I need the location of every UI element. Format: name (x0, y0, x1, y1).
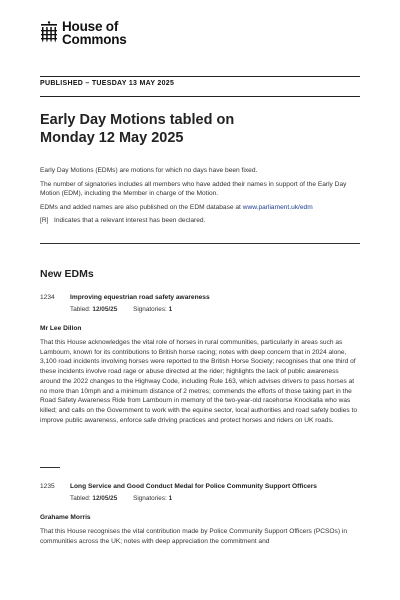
signatories-count: 1 (168, 306, 173, 313)
interest-note (40, 216, 360, 226)
tabled-date: 12/05/25 (92, 306, 118, 313)
edm-entry (40, 293, 360, 425)
page-title-line-2: Monday 12 May 2025 (40, 130, 184, 146)
logo-line-2: Commons (62, 32, 127, 47)
signatories-count: 1 (168, 495, 173, 502)
published-date: PUBLISHED – TUESDAY 13 MAY 2025 (40, 80, 175, 87)
signatories-label: Signatories: (133, 306, 167, 313)
intro-block (40, 166, 360, 230)
edm-title: Long Service and Good Conduct Medal for Police Community Support Officers (70, 483, 317, 490)
intro-paragraph-1: Early Day Motions (EDMs) are motions for which no days have been fixed. (40, 167, 258, 174)
edm-entry (40, 482, 360, 546)
intro-paragraph-3-text: EDMs and added names are also published on the EDM database at (40, 203, 243, 211)
tabled-label: Tabled: (70, 495, 91, 502)
logo-line-1: House of (62, 19, 119, 34)
tabled-label: Tabled: (70, 306, 91, 313)
edm-database-link[interactable]: www.parliament.uk/edm (242, 203, 313, 211)
edm-text: That this House recognises the vital contribution made by Police Community Support Officers (PCSOs) in communities across the UK; notes with deep appreciation the commitment and (40, 528, 347, 545)
edm-mover: Grahame Morris (40, 514, 91, 521)
edm-header (40, 293, 360, 302)
tabled-date: 12/05/25 (92, 495, 118, 502)
portcullis-icon (40, 21, 58, 43)
interest-text: Indicates that a relevant interest has been declared. (54, 217, 206, 225)
edm-meta (70, 495, 360, 502)
signatories-label: Signatories: (133, 495, 167, 502)
edm-meta (70, 306, 360, 313)
edm-separator (40, 467, 60, 468)
section-title: New EDMs (40, 268, 94, 280)
header-rule (40, 76, 360, 77)
edm-number: 1234 (40, 294, 55, 301)
edm-text: That this House acknowledges the vital role of horses in rural communities, particularly in areas such as Lambourn, known for its contributions to British horse racing; notes with deep concern that in 2024 alone, 3,100 road incidents involving horses were reported to the British Horse Society; recognises that one third of these incidents involve road rage or abuse directed at the rider; highlights the lack of public awareness around the 2022 changes to the Highway Code, including Rule 163, which advises drivers to pass horses at no more than 10mph and a minimum distance of 2 metres; commends the efforts of those taking part in the Road Safety Awareness Ride from Lambourn in memory of the two-year-old racehorse Knockalla who was killed; and calls on the Government to work with the equine sector, local authorities and road safety bodies to improve public awareness, enforce safe driving practices and protect horses and riders on UK roads. (40, 339, 358, 424)
edm-number: 1235 (40, 483, 55, 490)
page-title-line-1: Early Day Motions tabled on (40, 112, 235, 128)
intro-rule (40, 243, 360, 244)
edm-title: Improving equestrian road safety awareness (70, 294, 210, 301)
header-rule-lower (40, 96, 360, 97)
page-title (40, 111, 360, 147)
intro-paragraph-3 (40, 203, 360, 213)
house-of-commons-logo (40, 20, 127, 46)
edm-mover: Mr Lee Dillon (40, 325, 82, 332)
interest-marker: [R] (40, 217, 49, 225)
logo-wordmark (62, 20, 127, 46)
edm-header (40, 482, 360, 491)
intro-paragraph-2: The number of signatories includes all members who have added their names in support of the Early Day Motion (EDM), including the Member in charge of the Motion. (40, 180, 347, 198)
